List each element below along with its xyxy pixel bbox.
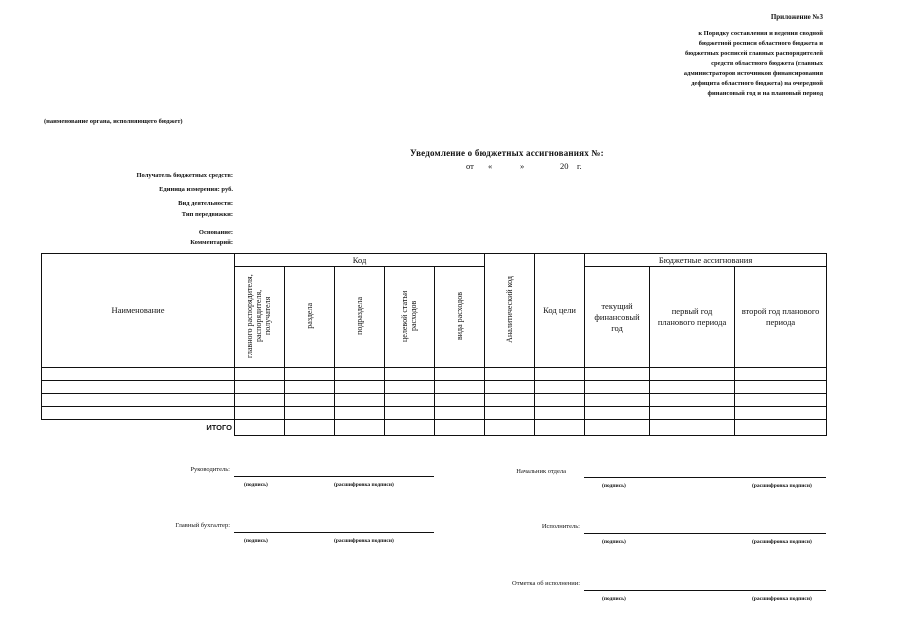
table-row (42, 407, 827, 420)
dept-head-decode-caption: (расшифровка подписи) (752, 483, 812, 489)
col-goal-header: Код цели (535, 254, 585, 368)
col-current-year-header: текущий финансовый год (585, 267, 650, 368)
chief-accountant-label: Главный бухгалтер: (175, 522, 230, 529)
execution-mark-label: Отметка об исполнении: (512, 580, 580, 587)
executor-signature-line (584, 533, 826, 534)
document-title: Уведомление о бюджетных ассигнованиях №: (410, 148, 604, 158)
header-row-group (42, 254, 827, 267)
chief-accountant-signature-line (234, 532, 434, 533)
appendix-line: администраторов источников финансирования (683, 70, 823, 77)
chief-accountant-decode-caption: (расшифровка подписи) (334, 538, 394, 544)
assignments-table (41, 253, 827, 436)
col-second-year-header: второй год планового периода (735, 267, 827, 368)
activity-label: Вид деятельности: (178, 200, 233, 207)
date-quote-open: « (488, 161, 493, 171)
dept-head-signature-line (584, 477, 826, 478)
col-main-manager-header: главного распорядителя, распорядителя, получателя (235, 267, 285, 368)
total-row (42, 420, 827, 436)
date-from: от (466, 161, 474, 171)
appendix-title: Приложение №3 (770, 13, 823, 21)
head-label: Руководитель: (190, 466, 230, 473)
col-section-header: раздела (285, 267, 335, 368)
col-analytic-header: Аналитический код (485, 254, 535, 368)
date-quote-close: » (520, 161, 525, 171)
appendix-line: к Порядку составления и ведения сводной (698, 30, 823, 37)
chief-accountant-signature-caption: (подпись) (244, 538, 268, 544)
dept-head-signature-caption: (подпись) (602, 483, 626, 489)
appendix-line: дефицита областного бюджета) на очередной (691, 80, 823, 87)
executor-signature-caption: (подпись) (602, 539, 626, 545)
col-target-item-header: целевой статьи расходов (385, 267, 435, 368)
appendix-line: бюджетных росписей главных распорядителей (685, 50, 823, 57)
execution-mark-signature-line (584, 590, 826, 591)
execution-mark-signature-caption: (подпись) (602, 596, 626, 602)
date-year-suffix: г. (577, 161, 582, 171)
org-caption: (наименование органа, исполняющего бюджет) (44, 118, 183, 125)
head-decode-caption: (расшифровка подписи) (334, 482, 394, 488)
date-year: 20 (560, 161, 569, 171)
budget-group-header: Бюджетные ассигнования (585, 254, 827, 267)
dept-head-label: Начальник отдела (516, 468, 566, 475)
col-name-header: Наименование (42, 254, 235, 368)
table-row (42, 394, 827, 407)
executor-decode-caption: (расшифровка подписи) (752, 539, 812, 545)
comment-label: Комментарий: (190, 239, 233, 246)
unit-label: Единица измерения: руб. (159, 186, 233, 193)
recipient-label: Получатель бюджетных средств: (136, 172, 233, 179)
basis-label: Основание: (198, 229, 233, 236)
executor-label: Исполнитель: (541, 523, 580, 530)
head-signature-caption: (подпись) (244, 482, 268, 488)
appendix-line: средств областного бюджета (главных (711, 60, 823, 67)
col-subsection-header: подраздела (335, 267, 385, 368)
execution-mark-decode-caption: (расшифровка подписи) (752, 596, 812, 602)
appendix-line: финансовый год и на плановый период (707, 90, 823, 97)
table-row (42, 381, 827, 394)
total-label: ИТОГО (42, 420, 235, 436)
col-expense-type-header: вида расходов (435, 267, 485, 368)
appendix-line: бюджетной росписи областного бюджета и (698, 40, 823, 47)
code-group-header: Код (235, 254, 485, 267)
table-row (42, 368, 827, 381)
col-first-year-header: первый год планового периода (650, 267, 735, 368)
transfer-type-label: Тип передвижки: (181, 211, 233, 218)
head-signature-line (234, 476, 434, 477)
